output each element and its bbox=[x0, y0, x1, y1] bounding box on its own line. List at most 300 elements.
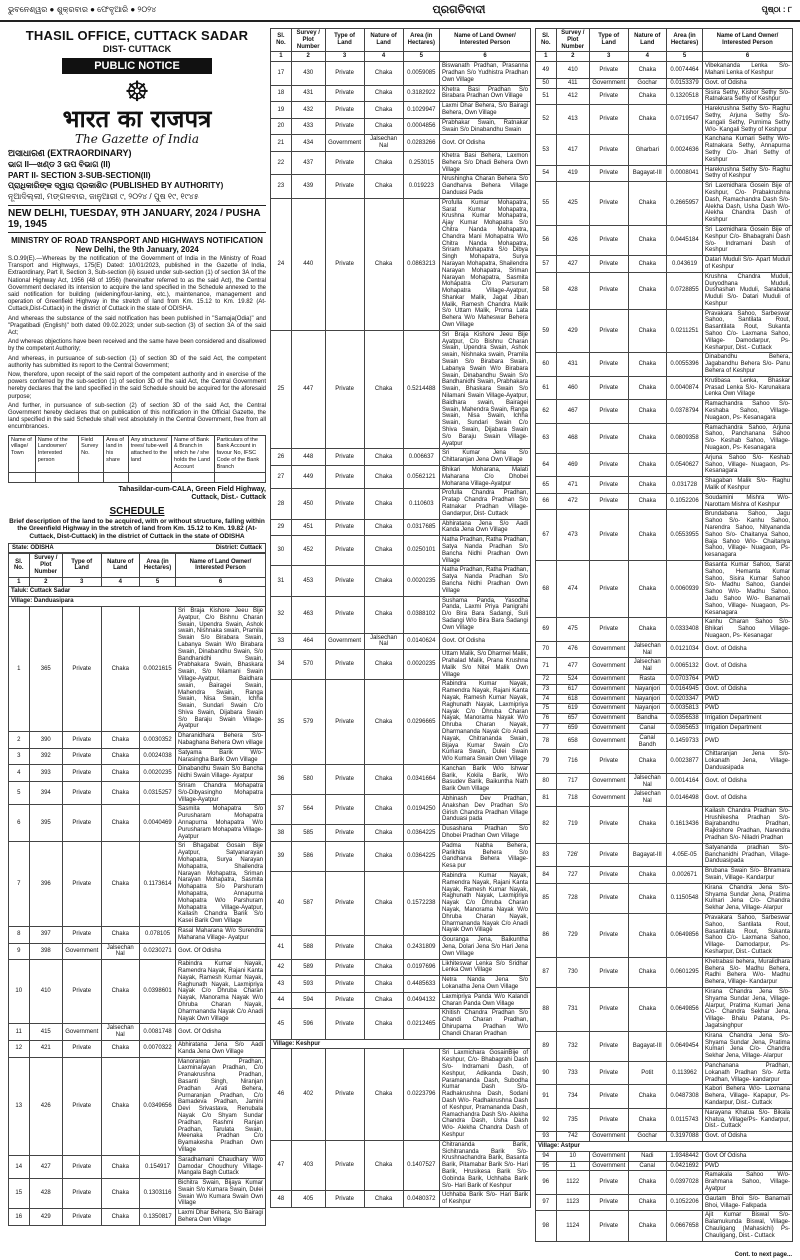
table-row bbox=[9, 960, 266, 1024]
table-row bbox=[536, 1171, 793, 1194]
cell-plot: 580 bbox=[291, 764, 325, 794]
table-row bbox=[536, 806, 793, 843]
cell-plot: 395 bbox=[29, 805, 62, 842]
cell-plot: 732 bbox=[556, 1031, 589, 1061]
cell-area: 0.0487308 bbox=[667, 1085, 703, 1108]
cell-plot: 421 bbox=[29, 1040, 62, 1057]
cell-sl: 81 bbox=[536, 790, 557, 807]
gazette-english-title: The Gazette of India bbox=[75, 132, 199, 146]
cell-sl: 43 bbox=[271, 976, 292, 993]
particulars-cell bbox=[104, 472, 129, 482]
gazette-date: NEW DELHI, TUESDAY, 9TH JANUARY, 2024 / PUSHA 19, 1945 bbox=[8, 205, 266, 233]
table-row bbox=[536, 510, 793, 561]
cell-nature: Chaka bbox=[364, 872, 403, 936]
cell-area: 0.0146498 bbox=[667, 790, 703, 807]
table-row bbox=[536, 733, 793, 750]
cell-nature: Chaka bbox=[628, 477, 667, 494]
cell-type: Private bbox=[325, 566, 364, 596]
cell-owner: Sri Laxmichara GosainBije of Keshpur, C/o- Bhabagrahi Dash S/o- Indramani Dash, of Keshpur, Adikanda Dash, Paramananda Dash, Subodha Kumar Dash S/o- Radhakrushna Dash, Sodani Dash W/o- Radhakrushna Dash of Keshpur, Pramananda Dash, Ramachandra Dash S/o- Alekha Chandra Dash, Usha Dash W/o- Alekha Chandra Dash of Keshpur bbox=[439, 1049, 530, 1140]
table-row bbox=[536, 272, 793, 309]
schedule-table-2 bbox=[270, 28, 531, 1208]
cell-sl: 70 bbox=[536, 641, 557, 658]
cell-plot: 726' bbox=[556, 843, 589, 866]
cell-owner: Kailash Chandra Pradhan S/o- Hrushikesha Pradhan S/o- Bajrabandhu Pradhan, Rajkishore Pradhan, Narendra Pradhan S/o- Niladri Pradhan bbox=[703, 806, 793, 843]
table-row bbox=[536, 423, 793, 453]
cell-plot: 430 bbox=[291, 62, 325, 85]
cell-sl: 26 bbox=[271, 449, 292, 466]
cell-nature: Chaka bbox=[364, 330, 403, 449]
cell-type: Private bbox=[589, 88, 628, 105]
cell-sl: 39 bbox=[271, 841, 292, 871]
cell-nature: Chaka bbox=[364, 466, 403, 489]
cell-plot: 728 bbox=[556, 883, 589, 913]
cell-nature: Chaka bbox=[364, 118, 403, 135]
cell-sl: 69 bbox=[536, 618, 557, 641]
cell-owner: Govt. Of Odisha bbox=[439, 633, 530, 650]
cell-plot: 448 bbox=[291, 449, 325, 466]
cell-type: Government bbox=[589, 1132, 628, 1142]
cell-area: 0.0081748 bbox=[140, 1024, 176, 1041]
cell-owner: Chitrananda Barik, Sichitrananda Barik S/o- Krushnachandra Barik, Basanta Barik, Pitamabar Barik S/o- Hari Barik, Hrusikesa Barik S/o- Gobinda Barik, Uchhaba Barik S/o- Hari Barik of Keshpur bbox=[439, 1140, 530, 1191]
cell-nature: Chaka bbox=[628, 867, 667, 884]
table-row bbox=[536, 1108, 793, 1131]
cell-sl: 24 bbox=[271, 198, 292, 330]
cell-sl: 75 bbox=[536, 704, 557, 714]
cell-owner: Brubana Swain S/o- Bhramara Swain, Village- Kandarpur bbox=[703, 867, 793, 884]
cell-plot: 432 bbox=[291, 102, 325, 119]
schedule-description: Brief description of the land to be acquired, with or without structure, falling within the Greenfield Highway in the stretch of land from Km. 15.12 to Km. 19.82 (At-Cuttack, Dist-Cuttack) in the district of Cuttack in the state of ODISHA bbox=[9, 517, 265, 540]
cell-plot: 439 bbox=[291, 175, 325, 198]
column-index: 5 bbox=[403, 52, 439, 62]
cell-plot: 396 bbox=[29, 842, 62, 927]
cell-sl: 36 bbox=[271, 764, 292, 794]
cell-nature: Chaka bbox=[364, 566, 403, 596]
cell-plot: 425 bbox=[556, 182, 589, 226]
table-row bbox=[271, 976, 531, 993]
column-header: Area (in Hectares) bbox=[403, 29, 439, 52]
cell-nature: Chaka bbox=[364, 680, 403, 765]
cell-plot: 469 bbox=[556, 453, 589, 476]
cell-owner: Kirana Chandra Jena S/o- Shyama Sundar Jena, Pratima Kumari Jena C/o- Chandra Sekhar Jena, Village- Alarpur bbox=[703, 1031, 793, 1061]
cell-area: 0.0230271 bbox=[140, 943, 176, 960]
cell-type: Private bbox=[589, 1171, 628, 1194]
cell-sl: 9 bbox=[9, 943, 30, 960]
cell-plot: 412 bbox=[556, 88, 589, 105]
cell-area: 0.0014164 bbox=[667, 773, 703, 790]
cell-area: 0.0296665 bbox=[403, 680, 439, 765]
cell-owner: Uttam Malik, S/o Dharmei Malik, Prahalad Malik, Prana Krushna Malik S/o Nitei Malik Own Village bbox=[439, 650, 530, 680]
cell-sl: 67 bbox=[536, 510, 557, 561]
cell-area: 0.0562121 bbox=[403, 466, 439, 489]
schedule-table-1 bbox=[8, 553, 266, 1226]
cell-plot: 417 bbox=[556, 135, 589, 165]
cell-sl: 87 bbox=[536, 957, 557, 987]
cell-type: Government bbox=[325, 135, 364, 152]
cell-area: 0.0055396 bbox=[667, 353, 703, 376]
cell-sl: 54 bbox=[536, 165, 557, 182]
cell-sl: 72 bbox=[536, 674, 557, 684]
notification-paragraph: And further, in pursuance of sub-section (2) of section 3D of the said Act, the Central Government hereby declares that on publication of this notification in the Official Gazette, the land specified in the said Schedule shall vest absolutely in the Central Government, free from all encumbrances. bbox=[8, 402, 266, 431]
cell-area: 0.019223 bbox=[403, 175, 439, 198]
cell-nature: Bandha bbox=[628, 714, 667, 724]
cell-type: Private bbox=[325, 198, 364, 330]
cell-type: Private bbox=[589, 105, 628, 135]
cell-owner: Sriram Chandra Mohapatra S/o-Dibyasingho Mohapatra Village-Ayatpur bbox=[176, 782, 266, 805]
notification-paragraph: And whereas objections have been received and the same have been considered and disallowed by the competent Authority; bbox=[8, 339, 266, 353]
cell-area: 0.1029947 bbox=[403, 102, 439, 119]
table-row bbox=[9, 1057, 266, 1155]
cell-sl: 1 bbox=[9, 606, 30, 731]
cell-sl: 83 bbox=[536, 843, 557, 866]
cell-owner: Sasmita Mohapatra S/o Purusharam Mohapatra Annapurna Mohapatra W/o Purusharam Mohapatra Village-Ayatpur bbox=[176, 805, 266, 842]
cell-area: 0.0074464 bbox=[667, 62, 703, 79]
cell-type: Private bbox=[62, 748, 101, 765]
cell-owner: Gouranga Jena, Baikuntha Jena, Dolari Jena S/o Hari Jena Own Village bbox=[439, 936, 530, 959]
table-row bbox=[536, 400, 793, 423]
cell-owner: Laxmipriya Panda W/o Kalandi Charan Panda Own Village bbox=[439, 992, 530, 1009]
cell-plot: 410 bbox=[29, 960, 62, 1024]
table-row bbox=[536, 1161, 793, 1171]
cell-owner: Abhiratana Jena S/o Aadi Kanda Jena Own Village bbox=[176, 1040, 266, 1057]
cell-owner: Sisira Sethy, Kishor Sethy S/o- Ratnakara Sethy of Keshpur bbox=[703, 88, 793, 105]
cell-sl: 56 bbox=[536, 225, 557, 255]
cell-area: 0.0315257 bbox=[140, 782, 176, 805]
column-3 bbox=[535, 28, 793, 1250]
table-row bbox=[271, 330, 531, 449]
cell-type: Private bbox=[325, 118, 364, 135]
cell-nature: Chaka bbox=[628, 1085, 667, 1108]
column-index: 2 bbox=[291, 52, 325, 62]
cell-plot: 463 bbox=[291, 596, 325, 633]
column-index: 2 bbox=[556, 52, 589, 62]
cell-type: Private bbox=[62, 1057, 101, 1155]
cell-type: Private bbox=[589, 400, 628, 423]
table-row bbox=[536, 914, 793, 958]
cell-nature: Chaka bbox=[364, 62, 403, 85]
cell-sl: 34 bbox=[271, 650, 292, 680]
cell-plot: 394 bbox=[29, 782, 62, 805]
cell-plot: 428 bbox=[29, 1179, 62, 1209]
table-row bbox=[536, 843, 793, 866]
particulars-header: Name of village/ Town bbox=[9, 435, 36, 472]
cell-owner: Nrushingha Charan Behera S/o Gandharva Behera Village Danduasi Pada bbox=[439, 175, 530, 198]
cell-type: Private bbox=[62, 782, 101, 805]
cell-plot: 450 bbox=[291, 489, 325, 519]
cell-plot: 742 bbox=[556, 1132, 589, 1142]
cell-nature: Chaka bbox=[364, 1049, 403, 1140]
cell-owner: Basanta Kumar Sahoo, Sarat Sahoo, Hemanta Kumar Sahoo, Sisira Kumar Sahoo S/o- Madhu Sahoo, Gandei Sahoo W/o- Madhu Sahoo, Jadu Sahoo W/o- Banamali Sahoo, Village- Nuagaon, Ps- Kesanagara bbox=[703, 560, 793, 617]
cell-sl: 20 bbox=[271, 118, 292, 135]
schedule-title: SCHEDULE bbox=[109, 505, 165, 517]
cell-area: 0.0040469 bbox=[140, 805, 176, 842]
cell-owner: Likhiteswar Lenka S/o Sridhar Lenka Own Village bbox=[439, 959, 530, 976]
cell-type: Private bbox=[325, 519, 364, 536]
cell-nature: Chaka bbox=[364, 449, 403, 466]
table-row bbox=[536, 1085, 793, 1108]
gazette-masthead bbox=[8, 78, 266, 146]
column-header: Survey / Plot Number bbox=[29, 554, 62, 577]
cell-nature: Chaka bbox=[101, 960, 140, 1024]
table-row bbox=[271, 102, 531, 119]
table-row bbox=[536, 309, 793, 353]
cell-area: 0.0283266 bbox=[403, 135, 439, 152]
cell-sl: 59 bbox=[536, 309, 557, 353]
cell-plot: 433 bbox=[291, 118, 325, 135]
cell-sl: 44 bbox=[271, 992, 292, 1009]
table-row bbox=[536, 62, 793, 79]
cell-area: 0.3182922 bbox=[403, 85, 439, 102]
cell-area: 0.0445184 bbox=[667, 225, 703, 255]
table-row bbox=[9, 943, 266, 960]
cell-owner: Dinabandhu Behera, Jagabandhu Behera S/o- Panu Behera of Keshpur bbox=[703, 353, 793, 376]
cell-nature: Chaka bbox=[628, 272, 667, 309]
cell-plot: 403 bbox=[291, 1140, 325, 1191]
table-row bbox=[9, 842, 266, 927]
cell-area: 0.0140624 bbox=[403, 633, 439, 650]
cell-sl: 4 bbox=[9, 765, 30, 782]
cell-type: Private bbox=[589, 510, 628, 561]
table-row bbox=[271, 198, 531, 330]
cell-area: 0.0024038 bbox=[140, 748, 176, 765]
cell-type: Private bbox=[62, 765, 101, 782]
cell-plot: 588 bbox=[291, 936, 325, 959]
cell-plot: 365 bbox=[29, 606, 62, 731]
cell-owner: Khitish Chandra Pradhan S/o Chandi Charan Pradhan, Dhirupama Pradhan W/o Chandi Charan Pradhan bbox=[439, 1009, 530, 1039]
cell-plot: 729 bbox=[556, 914, 589, 958]
cell-plot: 10 bbox=[556, 1151, 589, 1161]
district-label: District: Cuttack bbox=[215, 545, 262, 552]
cell-type: Private bbox=[325, 449, 364, 466]
table-row bbox=[536, 957, 793, 987]
cell-nature: Chaka bbox=[364, 198, 403, 330]
table-row bbox=[271, 489, 531, 519]
column-header: Nature of Land bbox=[101, 554, 140, 577]
cell-plot: 413 bbox=[556, 105, 589, 135]
cell-sl: 32 bbox=[271, 596, 292, 633]
cell-owner: Dusashana Pradhan S/o Dhobei Pradhan Own Village bbox=[439, 825, 530, 842]
cell-owner: Govt. of Odisha bbox=[703, 684, 793, 694]
odia-date: ନୂଆଦିଲ୍ଲୀ, ମଙ୍ଗଳବାର, ଜାନୁଆରୀ ୯, ୨୦୨୪ / ପୁଷ ୧୯, ୧୯୪୫ bbox=[8, 192, 199, 201]
table-row bbox=[271, 872, 531, 936]
cell-owner: Vibekananda Lenka S/o- Mahani Lenka of Keshpur bbox=[703, 62, 793, 79]
cell-owner: Netra Nanda Jena S/o Lokanatha Jena Own Village bbox=[439, 976, 530, 993]
cell-owner: Laxmi Dhar Behera, S/o Bairagi Behera, Own Village bbox=[439, 102, 530, 119]
particulars-cell bbox=[9, 472, 36, 482]
cell-nature: Chaka bbox=[364, 175, 403, 198]
cell-area: 0.0378794 bbox=[667, 400, 703, 423]
cell-type: Private bbox=[325, 795, 364, 825]
cell-sl: 8 bbox=[9, 927, 30, 944]
column-2 bbox=[270, 28, 531, 1250]
taluk-label: Taluk: Cuttack Sadar bbox=[9, 587, 266, 597]
cell-area: 0.0164945 bbox=[667, 684, 703, 694]
cell-area: 0.0649856 bbox=[667, 988, 703, 1032]
table-row bbox=[271, 135, 531, 152]
cell-type: Government bbox=[589, 658, 628, 675]
table-row bbox=[271, 62, 531, 85]
signature-line-2: Cuttack, Dist.- Cuttack bbox=[191, 494, 266, 502]
cell-sl: 93 bbox=[536, 1132, 557, 1142]
cell-sl: 97 bbox=[536, 1194, 557, 1211]
particulars-cell bbox=[172, 472, 215, 482]
cell-area: 0.0540627 bbox=[667, 453, 703, 476]
cell-type: Government bbox=[589, 704, 628, 714]
table-row bbox=[9, 927, 266, 944]
cell-nature: Chaka bbox=[364, 764, 403, 794]
table-row bbox=[536, 658, 793, 675]
cell-nature: Chaka bbox=[628, 376, 667, 399]
cell-owner: Panchanana Pradhan, Lokanath Pradhan S/o- Artta Pradhan, Village- kandarpur bbox=[703, 1061, 793, 1084]
cell-owner: Bichitra Swain, Bijaya Kumar Swain S/o Kumara Swain, Dulei Swain W/o Kumara Swain Own Village bbox=[176, 1179, 266, 1209]
cell-nature: Chaka bbox=[101, 842, 140, 927]
cell-nature: Chaka bbox=[628, 400, 667, 423]
cell-plot: 429 bbox=[29, 1209, 62, 1226]
cell-area: 0.0364225 bbox=[403, 825, 439, 842]
table-row bbox=[9, 748, 266, 765]
table-row bbox=[271, 795, 531, 825]
cell-area: 0.1613436 bbox=[667, 806, 703, 843]
cell-owner: Narayana Khatua S/o- Bikala Khatua, Village/Ps- Kandarpur, Dist.- Cuttack bbox=[703, 1108, 793, 1131]
column-header: Sl. No. bbox=[271, 29, 292, 52]
particulars-cell bbox=[35, 472, 78, 482]
cell-area: 0.0601295 bbox=[667, 957, 703, 987]
cell-sl: 52 bbox=[536, 105, 557, 135]
cell-nature: Gochar bbox=[628, 78, 667, 88]
cell-nature: Jalsechan Nal bbox=[628, 658, 667, 675]
column-index: 3 bbox=[589, 52, 628, 62]
cell-nature: Chaka bbox=[628, 1108, 667, 1131]
cell-sl: 47 bbox=[271, 1140, 292, 1191]
cell-sl: 22 bbox=[271, 151, 292, 174]
table-row bbox=[536, 493, 793, 510]
newspaper-header bbox=[0, 0, 800, 22]
cell-plot: 452 bbox=[291, 536, 325, 566]
cell-sl: 95 bbox=[536, 1161, 557, 1171]
cell-owner: Profulla Kumar Mohapatra, Sarat Kumar Mohapatra, Krushna Kumar Mohapatra, Ajay Kumar Mohapatra S/o Chitra Nanda Mohapatra, Chandra Mani Mohapatra W/o Chitra Nanda Mohapatra, Sriram Mohapatra S/o Dibya Singh Mohapatra, Surya Narayan Mohapatra, Shailendra Narayan Mohapatra, Sriman Narayan Mohapatra, Sasmita Mohapatra C/o Parsuram Mohapatra Village-Ayatpur, Shankar Malik, Jagat Jiban Malik, Ramesh Chandra Malik S/o Uttam Malik, Proma Lata Behera W/o Maheswar Behera Own Village bbox=[439, 198, 530, 330]
cell-type: Government bbox=[589, 733, 628, 750]
cell-plot: 449 bbox=[291, 466, 325, 489]
table-row bbox=[536, 1031, 793, 1061]
cell-area: 0.006637 bbox=[403, 449, 439, 466]
cell-area: 0.0349656 bbox=[140, 1057, 176, 1155]
cell-owner: Natha Pradhan, Ratha Pradhan, Satya Nanda Pradhan S/o Bancha Nidhi Pradhan Own Village bbox=[439, 566, 530, 596]
column-header: Sl. No. bbox=[9, 554, 30, 577]
cell-plot: 524 bbox=[556, 674, 589, 684]
cell-sl: 42 bbox=[271, 959, 292, 976]
cell-nature: Jalsechan Nal bbox=[101, 1024, 140, 1041]
cell-sl: 51 bbox=[536, 88, 557, 105]
cell-nature: Chaka bbox=[101, 782, 140, 805]
cell-sl: 45 bbox=[271, 1009, 292, 1039]
cell-nature: Jalsechan Nal bbox=[628, 641, 667, 658]
cell-type: Private bbox=[589, 493, 628, 510]
cell-area: 0.0153379 bbox=[667, 78, 703, 88]
cell-type: Private bbox=[325, 536, 364, 566]
cell-type: Private bbox=[589, 272, 628, 309]
cell-owner: PWD bbox=[703, 704, 793, 714]
cell-nature: Chaka bbox=[364, 841, 403, 871]
cell-plot: 730 bbox=[556, 957, 589, 987]
table-row bbox=[271, 596, 531, 633]
cell-nature: Bagayat-III bbox=[628, 843, 667, 866]
cell-plot: 464 bbox=[291, 633, 325, 650]
cell-owner: Ramachandra Sahoo S/o- Keshaba Sahoo, Village- Nuagaon, Ps- Kesanagara bbox=[703, 400, 793, 423]
cell-nature: Chaka bbox=[101, 1155, 140, 1178]
cell-type: Private bbox=[589, 618, 628, 641]
column-index: 2 bbox=[29, 577, 62, 587]
cell-type: Private bbox=[589, 1085, 628, 1108]
cell-plot: 426 bbox=[29, 1057, 62, 1155]
cell-type: Private bbox=[589, 806, 628, 843]
cell-sl: 23 bbox=[271, 175, 292, 198]
cell-plot: 427 bbox=[556, 256, 589, 273]
particulars-cell bbox=[214, 472, 265, 482]
cell-owner: Biswanath Pradhan, Prasanna Pradhan S/o Yudhistra Pradhan Own Village bbox=[439, 62, 530, 85]
cell-owner: Govt. Of Odisha bbox=[176, 943, 266, 960]
column-header: Type of Land bbox=[325, 29, 364, 52]
cell-type: Private bbox=[325, 764, 364, 794]
cell-type: Government bbox=[589, 674, 628, 684]
cell-nature: Chaka bbox=[628, 353, 667, 376]
cell-sl: 48 bbox=[271, 1191, 292, 1208]
cell-plot: 719 bbox=[556, 806, 589, 843]
cell-type: Private bbox=[589, 957, 628, 987]
village-label: Village: Danduasipara bbox=[9, 597, 266, 607]
cell-nature: Rasta bbox=[628, 674, 667, 684]
cell-area: 0.4485633 bbox=[403, 976, 439, 993]
cell-area: 0.0649454 bbox=[667, 1031, 703, 1061]
cell-type: Private bbox=[589, 883, 628, 913]
cell-area: 0.1173614 bbox=[140, 842, 176, 927]
village-label: Village: Astpur bbox=[536, 1141, 793, 1151]
cell-type: Private bbox=[325, 151, 364, 174]
cell-plot: 1122 bbox=[556, 1171, 589, 1194]
village-label: Village: Keshpur bbox=[271, 1039, 531, 1049]
cell-area: 0.031728 bbox=[667, 477, 703, 494]
cell-owner: Dharanidhara Behera S/o-Nabaghana Behera Own village bbox=[176, 732, 266, 749]
cell-area: 0.0008041 bbox=[667, 165, 703, 182]
cell-plot: 733 bbox=[556, 1061, 589, 1084]
page-number: ପୃଷ୍ଠା : ୮ bbox=[761, 5, 792, 14]
cell-nature: Chaka bbox=[628, 453, 667, 476]
cell-owner: Govt. of Odisha bbox=[703, 773, 793, 790]
cell-sl: 60 bbox=[536, 353, 557, 376]
cell-plot: 437 bbox=[291, 151, 325, 174]
cell-sl: 82 bbox=[536, 806, 557, 843]
cell-plot: 589 bbox=[291, 959, 325, 976]
cell-owner: Chittaranjan Jena S/o- Lokanath Jena, Village- Danduasipada bbox=[703, 750, 793, 773]
cell-nature: Chaka bbox=[628, 1171, 667, 1194]
cell-owner: Satyananda pradhan S/o- Banchanidhi Pradhan, Village- Danduasipada bbox=[703, 843, 793, 866]
column-header: Name of Land Owner/ Interested Person bbox=[176, 554, 266, 577]
cell-owner: Kanchan Barik W/o Ishwar Barik, Kokila Barik, W/o Basudev Barik, Baikuntha Nath Barik Own Village bbox=[439, 764, 530, 794]
cell-owner: Gautam Bhoi S/o- Banamali Bhoi, Village- Falkpada bbox=[703, 1194, 793, 1211]
cell-type: Private bbox=[589, 1031, 628, 1061]
table-row bbox=[271, 566, 531, 596]
cell-area: 0.0194250 bbox=[403, 795, 439, 825]
cell-type: Private bbox=[589, 477, 628, 494]
cell-owner: Govt. of Odisha bbox=[703, 658, 793, 675]
column-index: 5 bbox=[667, 52, 703, 62]
ministry-heading: MINISTRY OF ROAD TRANSPORT AND HIGHWAYS NOTIFICATION New Delhi, the 9th January, 2024 bbox=[11, 236, 263, 254]
table-row bbox=[271, 680, 531, 765]
cell-plot: 659 bbox=[556, 723, 589, 733]
cell-type: Government bbox=[589, 790, 628, 807]
cell-type: Private bbox=[589, 353, 628, 376]
cell-area: 0.5214488 bbox=[403, 330, 439, 449]
particulars-header: Particulars of the Bank Account in favour No, IFSC Code of the Bank Branch bbox=[214, 435, 265, 472]
cell-area: 0.0649856 bbox=[667, 914, 703, 958]
